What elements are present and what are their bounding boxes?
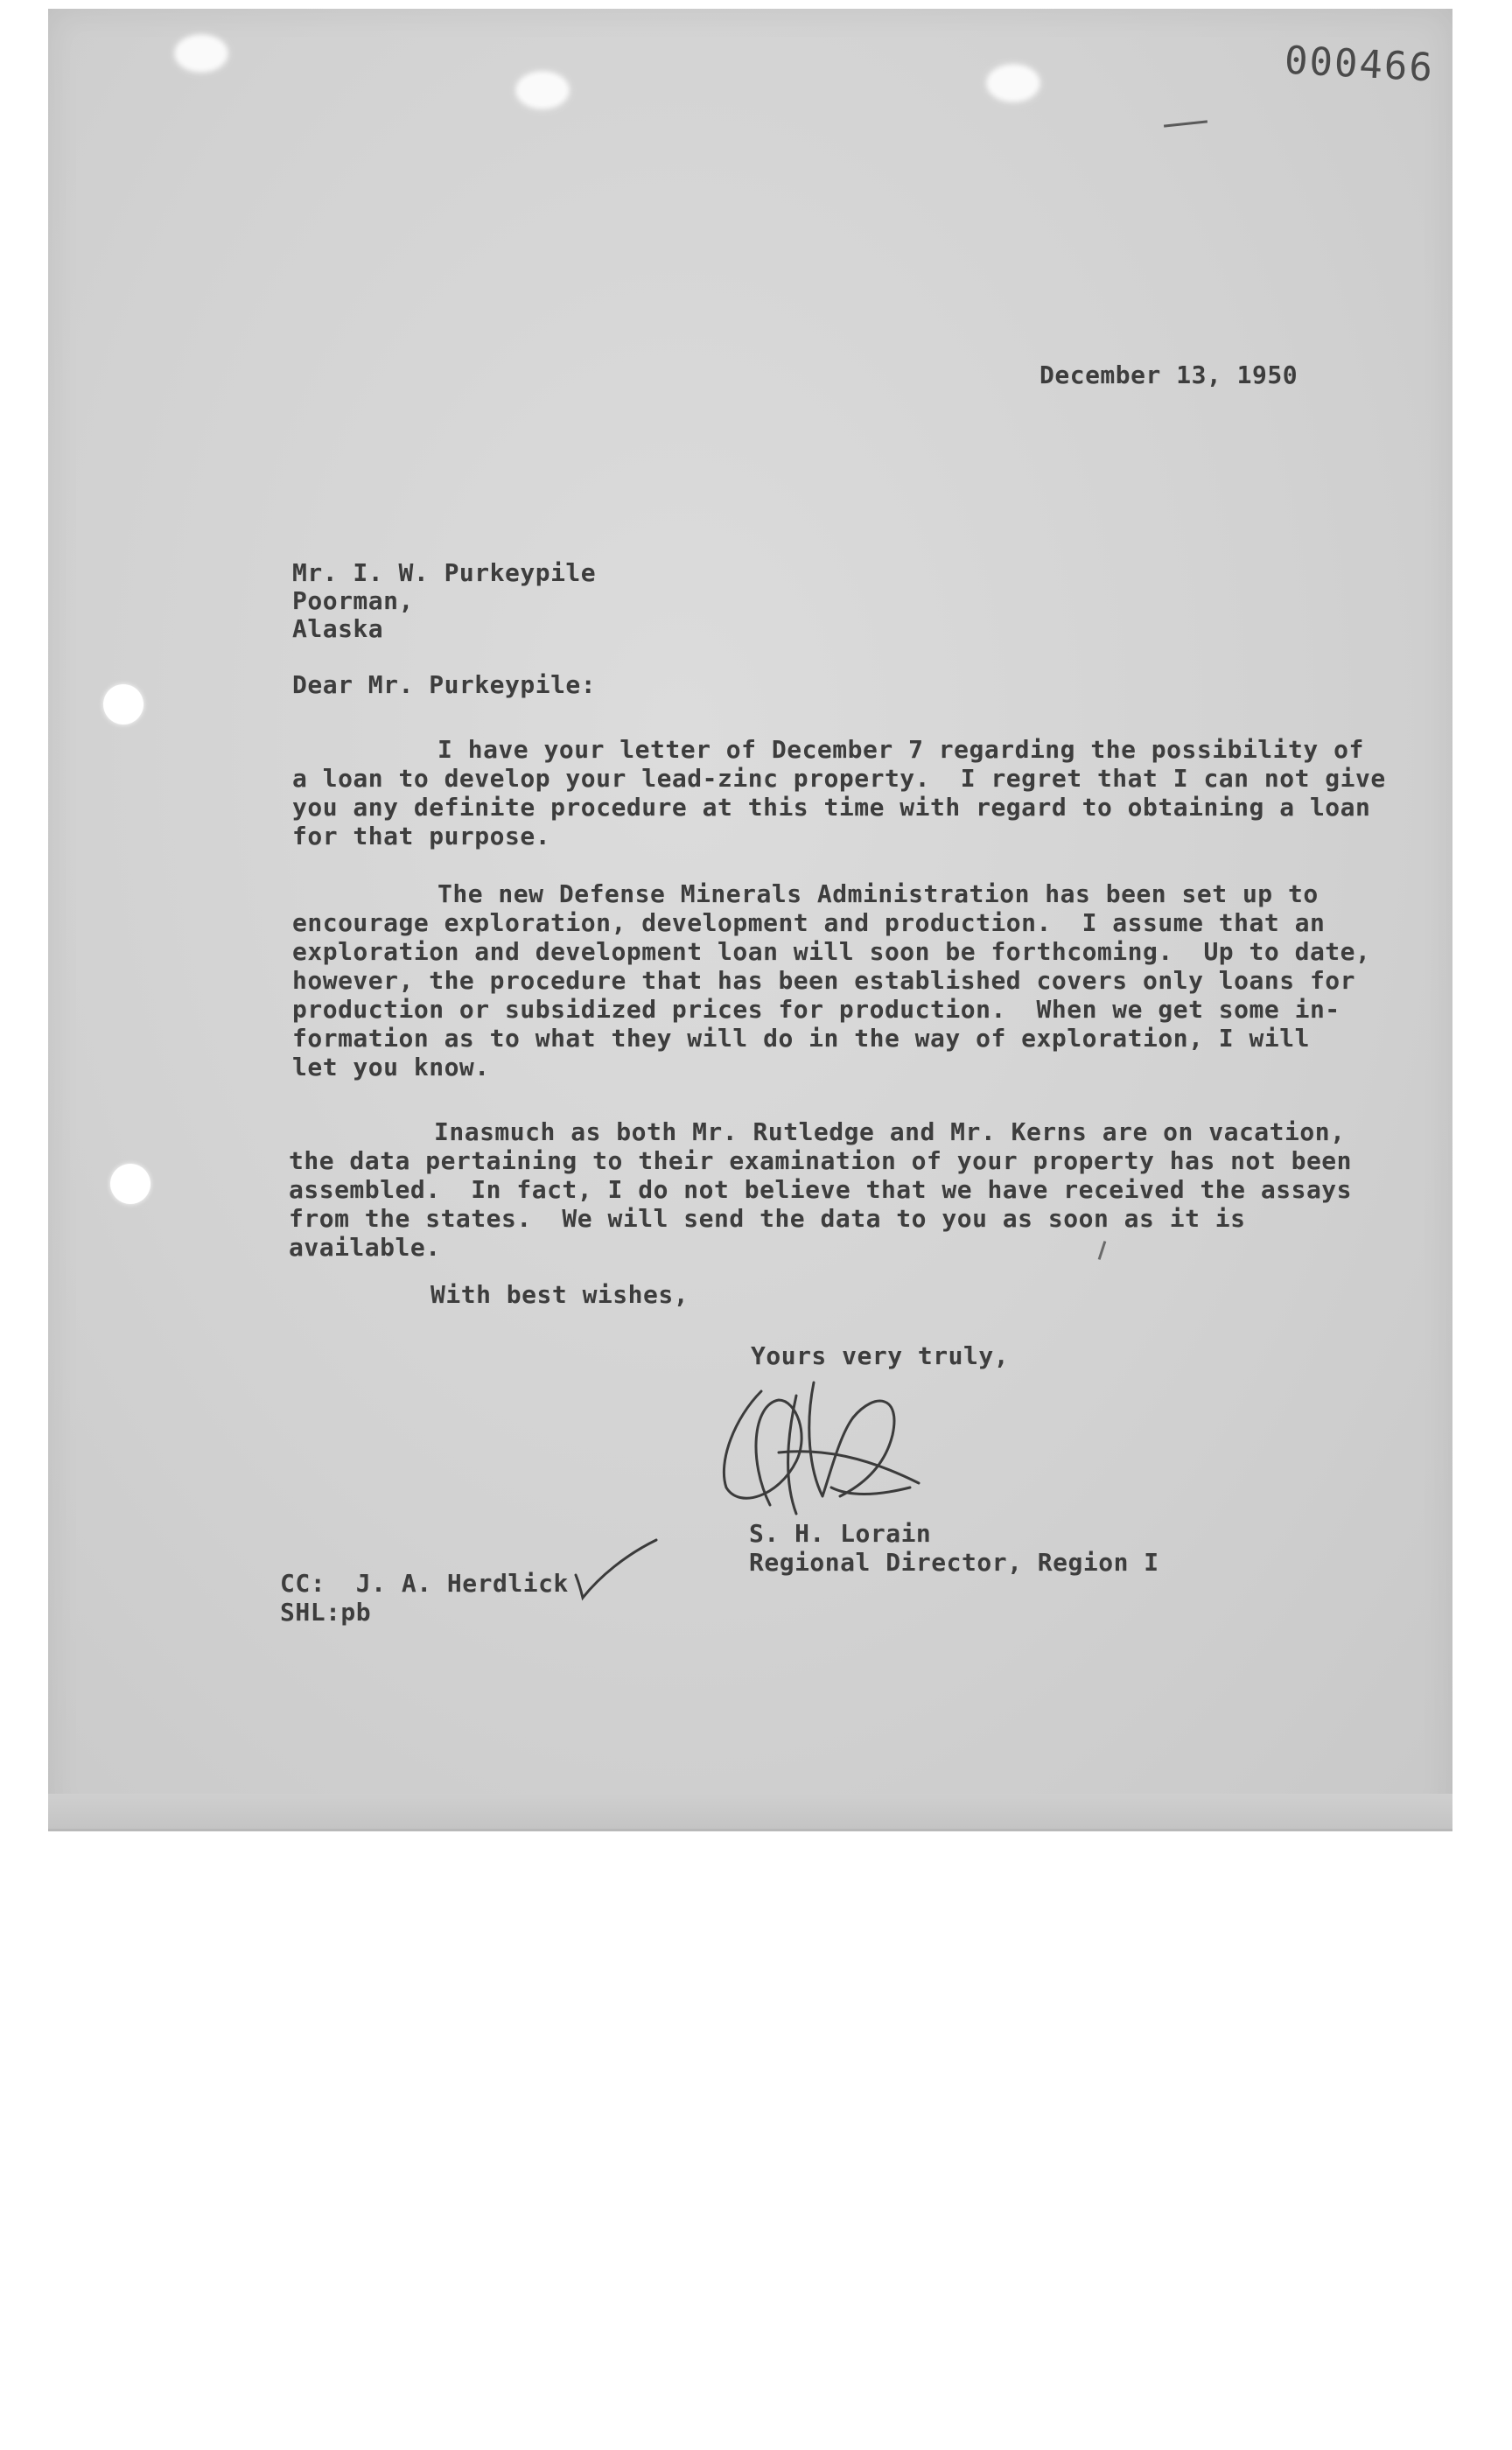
- letter-date: December 13, 1950: [1040, 360, 1298, 389]
- paragraph-line: you any definite procedure at this time with regard to obtaining a loan: [292, 793, 1371, 822]
- paragraph-line: from the states. We will send the data to you as soon as it is: [289, 1204, 1246, 1233]
- punch-hole-left-lower: [110, 1164, 150, 1204]
- check-mark-icon: [569, 1533, 665, 1603]
- handwritten-signature: [700, 1365, 945, 1531]
- paragraph-line: let you know.: [292, 1053, 490, 1082]
- punch-hole-top-right: [987, 65, 1040, 102]
- complimentary-close: Yours very truly,: [751, 1341, 1010, 1370]
- salutation: Dear Mr. Purkeypile:: [292, 670, 597, 699]
- paragraph-line: the data pertaining to their examination of your property has not been: [289, 1146, 1353, 1175]
- closing-wishes: With best wishes,: [430, 1280, 690, 1309]
- punch-hole-top-middle: [516, 72, 569, 108]
- paragraph-line: Inasmuch as both Mr. Rutledge and Mr. Kerns are on vacation,: [434, 1117, 1346, 1146]
- signer-name: S. H. Lorain: [749, 1519, 932, 1548]
- paragraph-line: I have your letter of December 7 regarding the possibility of: [438, 735, 1364, 764]
- signer-title: Regional Director, Region I: [749, 1548, 1159, 1577]
- paragraph-line: exploration and development loan will soon be forthcoming. Up to date,: [292, 937, 1371, 966]
- sheet-bottom-edge: [48, 1794, 1452, 1829]
- paragraph-line: however, the procedure that has been established covers only loans for: [292, 966, 1356, 995]
- recipient-city: Poorman,: [292, 586, 414, 615]
- cc-line: CC: J. A. Herdlick: [280, 1569, 569, 1598]
- paragraph-line: formation as to what they will do in the way of exploration, I will: [292, 1024, 1310, 1053]
- paragraph-line: assembled. In fact, I do not believe that we have received the assays: [289, 1175, 1353, 1204]
- paragraph-line: The new Defense Minerals Administration has been set up to: [438, 879, 1319, 908]
- recipient-state: Alaska: [292, 614, 384, 643]
- paragraph-line: for that purpose.: [292, 822, 551, 850]
- typist-initials: SHL:pb: [280, 1598, 372, 1627]
- paragraph-line: encourage exploration, development and production. I assume that an: [292, 908, 1326, 937]
- punch-hole-top-left: [175, 35, 228, 72]
- document-number: 000466: [1283, 38, 1436, 91]
- paragraph-line: production or subsidized prices for production. When we get some in-: [292, 995, 1340, 1024]
- paragraph-line: available.: [289, 1233, 441, 1262]
- paragraph-line: a loan to develop your lead-zinc property. I regret that I can not give: [292, 764, 1386, 793]
- punch-hole-left-upper: [103, 684, 144, 724]
- recipient-name: Mr. I. W. Purkeypile: [292, 558, 597, 587]
